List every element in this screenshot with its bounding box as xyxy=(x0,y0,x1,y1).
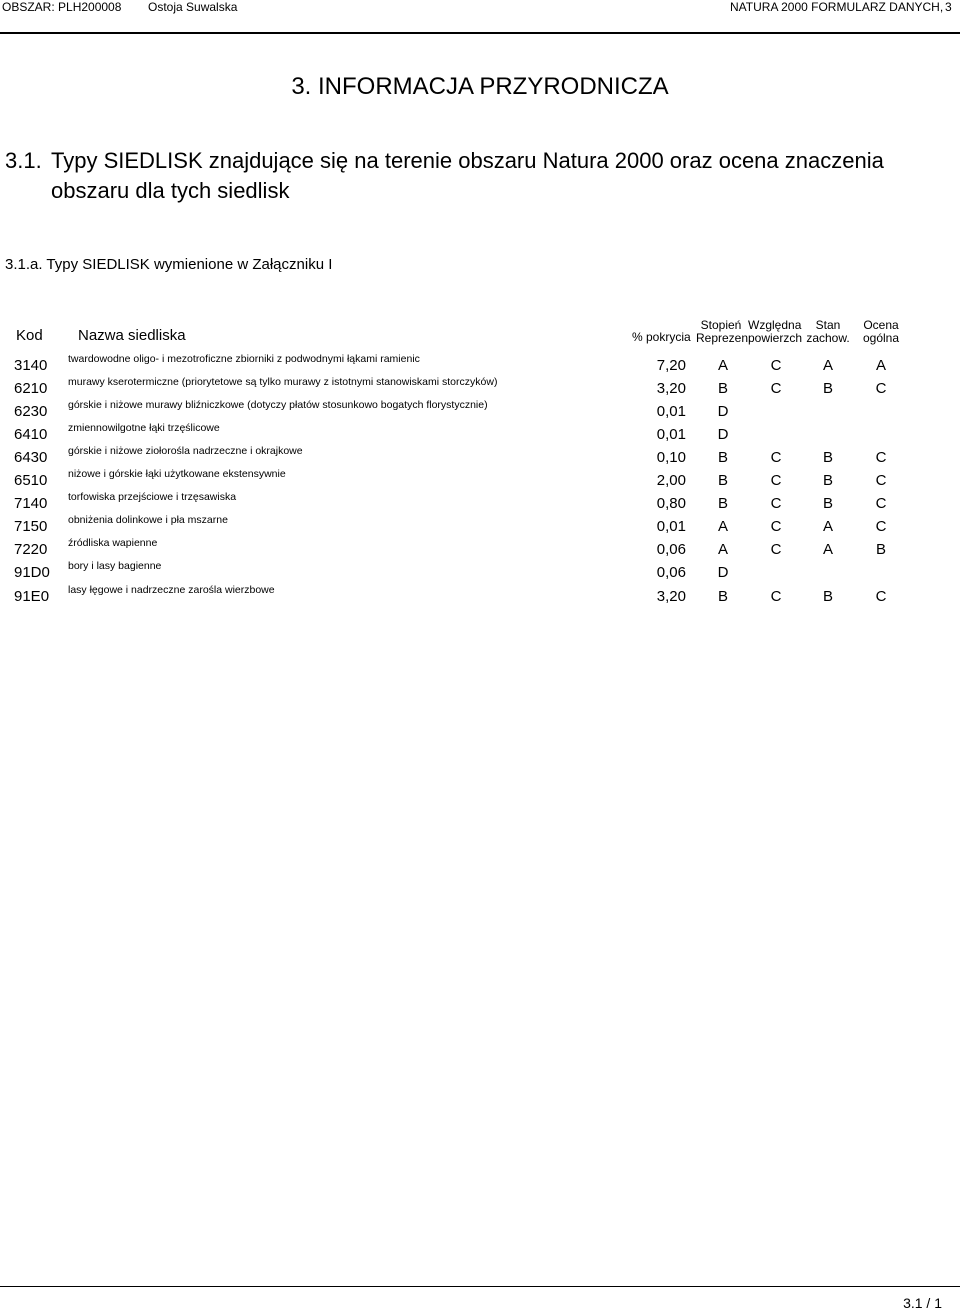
row-reprezen: B xyxy=(717,380,728,397)
row-reprezen: A xyxy=(717,518,728,535)
header-area: OBSZAR: PLH200008 xyxy=(2,0,122,14)
col-g1-line2: Reprezen. xyxy=(696,331,752,345)
row-name: zmiennowilgotne łąki trzęślicowe xyxy=(68,422,220,434)
row-pct: 3,20 xyxy=(656,588,686,605)
row-ogolna: B xyxy=(875,541,886,558)
row-zachow: B xyxy=(822,588,833,605)
row-name: torfowiska przejściowe i trzęsawiska xyxy=(68,491,237,503)
header-divider xyxy=(0,32,960,34)
col-g3-line1: Stan xyxy=(815,318,841,332)
row-pct: 0,01 xyxy=(656,426,686,443)
row-powierzch: C xyxy=(770,495,782,512)
row-powierzch: C xyxy=(770,588,782,605)
header-site: Ostoja Suwalska xyxy=(148,0,238,14)
row-pct: 0,01 xyxy=(656,403,686,420)
row-pct: 0,06 xyxy=(656,541,686,558)
section-number: 3.1. xyxy=(5,148,42,173)
row-pct: 3,20 xyxy=(656,380,686,397)
row-zachow: A xyxy=(822,541,833,558)
section-title xyxy=(5,146,945,206)
row-kod: 7220 xyxy=(14,541,48,558)
page-number: 3.1 / 1 xyxy=(903,1295,942,1311)
row-reprezen: D xyxy=(717,403,729,420)
row-name: niżowe i górskie łąki użytkowane ekstensywnie xyxy=(68,468,286,480)
row-powierzch: C xyxy=(770,357,782,374)
row-ogolna: C xyxy=(875,495,887,512)
table-row xyxy=(0,399,960,422)
table-row xyxy=(0,376,960,399)
row-reprezen: B xyxy=(717,449,728,466)
row-pct: 0,01 xyxy=(656,518,686,535)
row-powierzch: C xyxy=(770,380,782,397)
row-pct: 0,06 xyxy=(656,564,686,581)
row-kod: 91E0 xyxy=(14,588,50,605)
row-powierzch: C xyxy=(770,541,782,558)
row-powierzch: C xyxy=(770,449,782,466)
table-row xyxy=(0,468,960,491)
row-name: źródliska wapienne xyxy=(68,537,158,549)
col-g2-line1: Względna xyxy=(748,318,802,332)
table-row xyxy=(0,422,960,445)
row-reprezen: B xyxy=(717,495,728,512)
row-name: twardowodne oligo- i mezotroficzne zbiorniki z podwodnymi łąkami ramienic xyxy=(68,353,420,365)
row-ogolna: C xyxy=(875,518,887,535)
row-kod: 6210 xyxy=(14,380,48,397)
row-name: obniżenia dolinkowe i pła mszarne xyxy=(68,514,228,526)
row-name: murawy kserotermiczne (priorytetowe są tylko murawy z istotnymi stanowiskami storczyków) xyxy=(68,376,498,388)
footer-divider xyxy=(0,1286,960,1287)
row-pct: 2,00 xyxy=(656,472,686,489)
table-row xyxy=(0,445,960,468)
row-pct: 7,20 xyxy=(656,357,686,374)
header-page: 3 xyxy=(945,0,952,14)
page-title: 3. INFORMACJA PRZYRODNICZA xyxy=(291,73,669,100)
row-zachow: A xyxy=(822,518,833,535)
row-reprezen: A xyxy=(717,541,728,558)
row-powierzch: C xyxy=(770,472,782,489)
row-pct: 0,80 xyxy=(656,495,686,512)
col-g3-line2: zachow. xyxy=(806,331,850,345)
col-kod: Kod xyxy=(16,327,43,344)
row-name: górskie i niżowe murawy bliźniczkowe (dotyczy płatów stosunkowo bogatych florystycznie) xyxy=(68,399,488,411)
row-name: lasy łęgowe i nadrzeczne zarośla wierzbowe xyxy=(68,584,275,596)
table-row xyxy=(0,353,960,376)
row-kod: 6230 xyxy=(14,403,48,420)
section-title-line1: Typy SIEDLISK znajdujące się na terenie obszaru Natura 2000 oraz ocena znaczenia xyxy=(51,148,884,173)
row-ogolna: C xyxy=(875,380,887,397)
col-g1-line1: Stopień xyxy=(700,318,742,332)
row-kod: 6430 xyxy=(14,449,48,466)
col-g4-line2: ogólna xyxy=(862,331,900,345)
row-zachow: B xyxy=(822,449,833,466)
row-zachow: B xyxy=(822,380,833,397)
header-form: NATURA 2000 FORMULARZ DANYCH, xyxy=(730,0,944,14)
row-powierzch: C xyxy=(770,518,782,535)
row-kod: 6510 xyxy=(14,472,48,489)
row-ogolna: A xyxy=(875,357,886,374)
row-zachow: B xyxy=(822,472,833,489)
col-g2-line2: powierzch xyxy=(748,331,803,345)
table-row xyxy=(0,514,960,537)
row-zachow: B xyxy=(822,495,833,512)
col-pct: % pokrycia xyxy=(632,330,691,344)
table-row xyxy=(0,584,960,607)
row-reprezen: D xyxy=(717,426,729,443)
row-ogolna: C xyxy=(875,588,887,605)
row-reprezen: D xyxy=(717,564,729,581)
table-row xyxy=(0,491,960,514)
row-name: górskie i niżowe ziołorośla nadrzeczne i okrajkowe xyxy=(68,445,303,457)
row-kod: 91D0 xyxy=(14,564,50,581)
row-ogolna: C xyxy=(875,449,887,466)
row-reprezen: B xyxy=(717,588,728,605)
row-zachow: A xyxy=(822,357,833,374)
row-name: bory i lasy bagienne xyxy=(68,560,162,572)
section-title-line2: obszaru dla tych siedlisk xyxy=(51,178,290,203)
table-row xyxy=(0,560,960,583)
row-kod: 6410 xyxy=(14,426,48,443)
col-g4-line1: Ocena xyxy=(863,318,899,332)
row-pct: 0,10 xyxy=(656,449,686,466)
row-kod: 3140 xyxy=(14,357,48,374)
row-ogolna: C xyxy=(875,472,887,489)
page-header xyxy=(0,0,960,30)
table-row xyxy=(0,537,960,560)
subsection-title: 3.1.a. Typy SIEDLISK wymienione w Załączniku I xyxy=(5,256,333,273)
col-name: Nazwa siedliska xyxy=(78,327,186,344)
row-kod: 7140 xyxy=(14,495,48,512)
row-reprezen: B xyxy=(717,472,728,489)
row-reprezen: A xyxy=(717,357,728,374)
row-kod: 7150 xyxy=(14,518,48,535)
